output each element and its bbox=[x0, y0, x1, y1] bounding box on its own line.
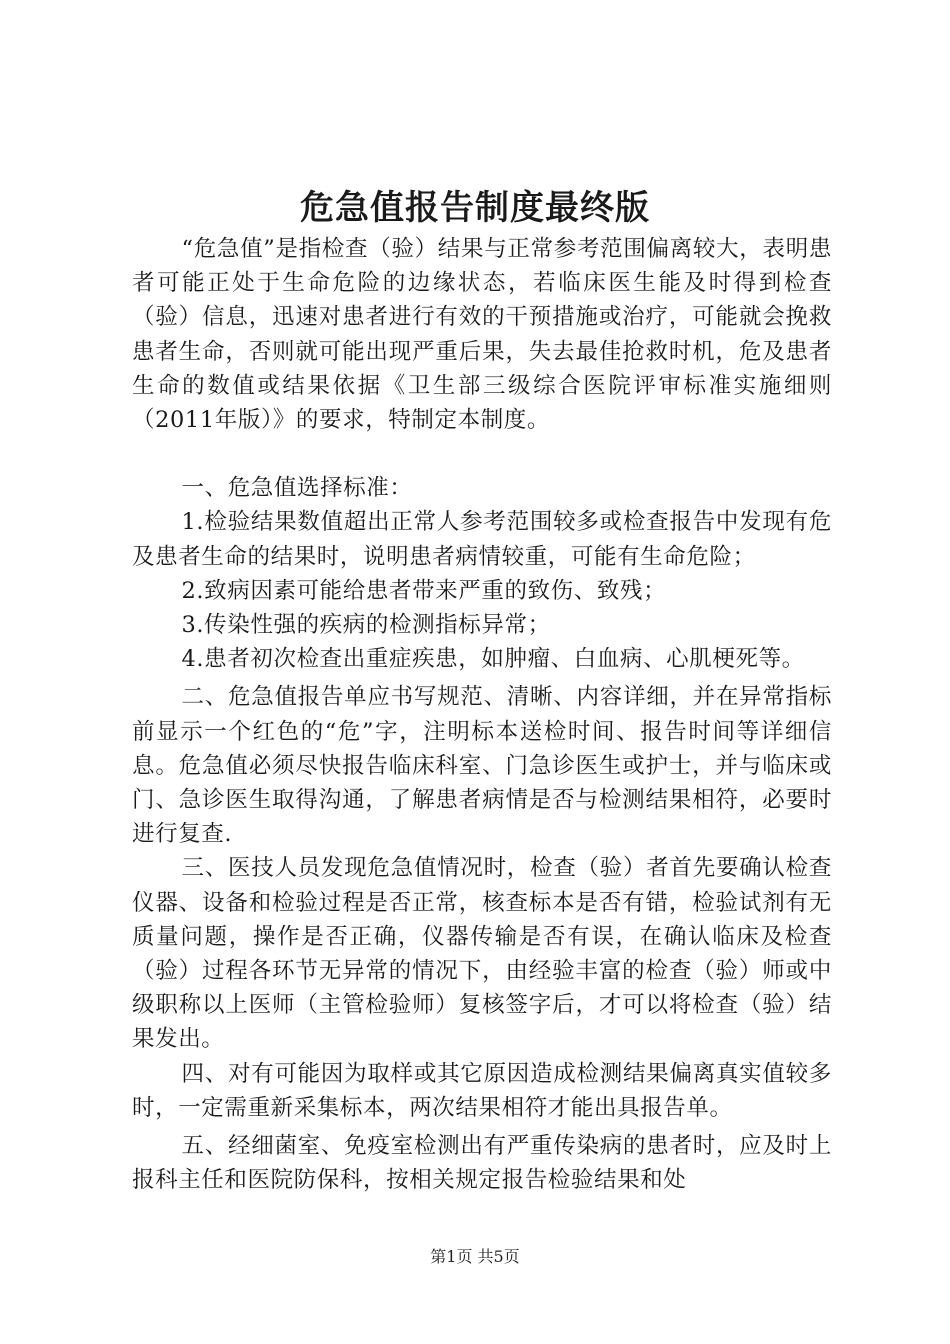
section-paragraph-5: 五、经细菌室、免疫室检测出有严重传染病的患者时，应及时上报科主任和医院防保科，按相关规定报告检验结果和处 bbox=[132, 1133, 832, 1194]
page-number: 第1页 共5页 bbox=[430, 1247, 520, 1266]
intro-paragraph: “危急值”是指检查（验）结果与正常参考范围偏离较大，表明患者可能正处于生命危险的边缘状态，若临床医生能及时得到检查（验）信息，迅速对患者进行有效的干预措施或治疗，可能就会挽救患者生命，否则就可能出现严重后果，失去最佳抢救时机，危及患者生命的数值或结果依据《卫生部三级综合医院评审标准实施细则（2011年版）》的要求，特制定本制度。 bbox=[132, 236, 832, 434]
section-paragraph-4: 四、对有可能因为取样或其它原因造成检测结果偏离真实值较多时，一定需重新采集标本，两次结果相符才能出具报告单。 bbox=[132, 1060, 832, 1121]
criteria-item-2: 2.致病因素可能给患者带来严重的致伤、致残； bbox=[181, 577, 667, 604]
section-heading-1: 一、危急值选择标准： bbox=[181, 475, 413, 502]
document-title: 危急值报告制度最终版 bbox=[300, 188, 650, 228]
criteria-item-1: 1.检验结果数值超出正常人参考范围较多或检查报告中发现有危及患者生命的结果时，说明患者病情较重，可能有生命危险； bbox=[132, 509, 832, 570]
criteria-item-4: 4.患者初次检查出重症疾患，如肿瘤、白血病、心肌梗死等。 bbox=[181, 646, 805, 673]
section-paragraph-3: 三、医技人员发现危急值情况时，检查（验）者首先要确认检查仪器、设备和检验过程是否正常，核查标本是否有错，检验试剂有无质量问题，操作是否正确，仪器传输是否有误，在确认临床及检查（验）过程各环节无异常的情况下，由经验丰富的检查（验）师或中级职称以上医师（主管检验师）复核签字后，才可以将检查（验）结果发出。 bbox=[132, 855, 832, 1053]
criteria-item-3: 3.传染性强的疾病的检测指标异常； bbox=[181, 612, 551, 639]
document-body bbox=[132, 232, 832, 1197]
section-paragraph-2: 二、危急值报告单应书写规范、清晰、内容详细，并在异常指标前显示一个红色的“危”字，注明标本送检时间、报告时间等详细信息。危急值必须尽快报告临床科室、门急诊医生或护士，并与临床或门、急诊医生取得沟通，了解患者病情是否与检测结果相符，必要时进行复查. bbox=[132, 684, 832, 848]
